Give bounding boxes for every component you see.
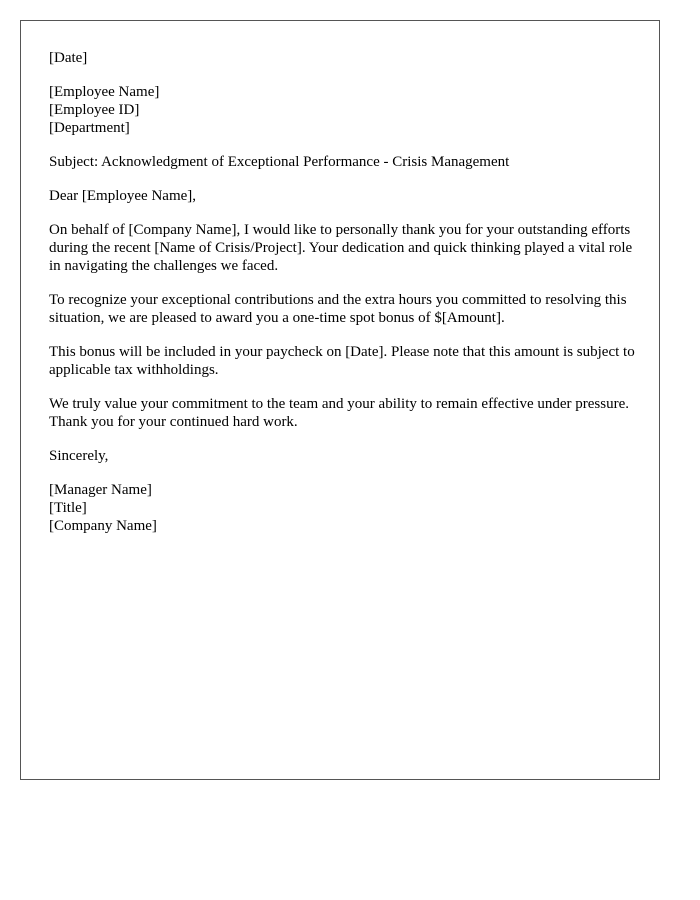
letter-frame (20, 20, 660, 780)
paragraph-bonus: To recognize your exceptional contributions and the extra hours you committed to resolving this situation, we are pleased to award you a one-time spot bonus of $[Amount]. (49, 292, 627, 326)
paragraph-payment: This bonus will be included in your paycheck on [Date]. Please note that this amount is subject to applicable tax withholdings. (49, 344, 635, 378)
salutation-block (49, 187, 639, 205)
letter-subject: Subject: Acknowledgment of Exceptional Performance - Crisis Management (49, 154, 510, 170)
recipient-id: [Employee ID] (49, 102, 140, 118)
recipient-name: [Employee Name] (49, 84, 160, 100)
letter-closing: Sincerely, (49, 448, 109, 464)
subject-block (49, 153, 639, 171)
recipient-department: [Department] (49, 120, 130, 136)
signature-block (49, 481, 639, 535)
letter-date: [Date] (49, 50, 88, 66)
date-block (49, 49, 639, 67)
closing-block (49, 447, 639, 465)
letter-salutation: Dear [Employee Name], (49, 188, 197, 204)
signature-title: [Title] (49, 500, 87, 516)
paragraph-thanks: On behalf of [Company Name], I would like to personally thank you for your outstanding efforts during the recent [Name of Crisis/Project]. Your dedication and quick thinking played a vital role in navigating the challenges we faced. (49, 222, 633, 274)
letter-body (49, 49, 639, 551)
recipient-block (49, 83, 639, 137)
signature-name: [Manager Name] (49, 482, 152, 498)
paragraph-appreciation: We truly value your commitment to the team and your ability to remain effective under pressure. Thank you for your continued hard work. (49, 396, 629, 430)
signature-company: [Company Name] (49, 518, 157, 534)
